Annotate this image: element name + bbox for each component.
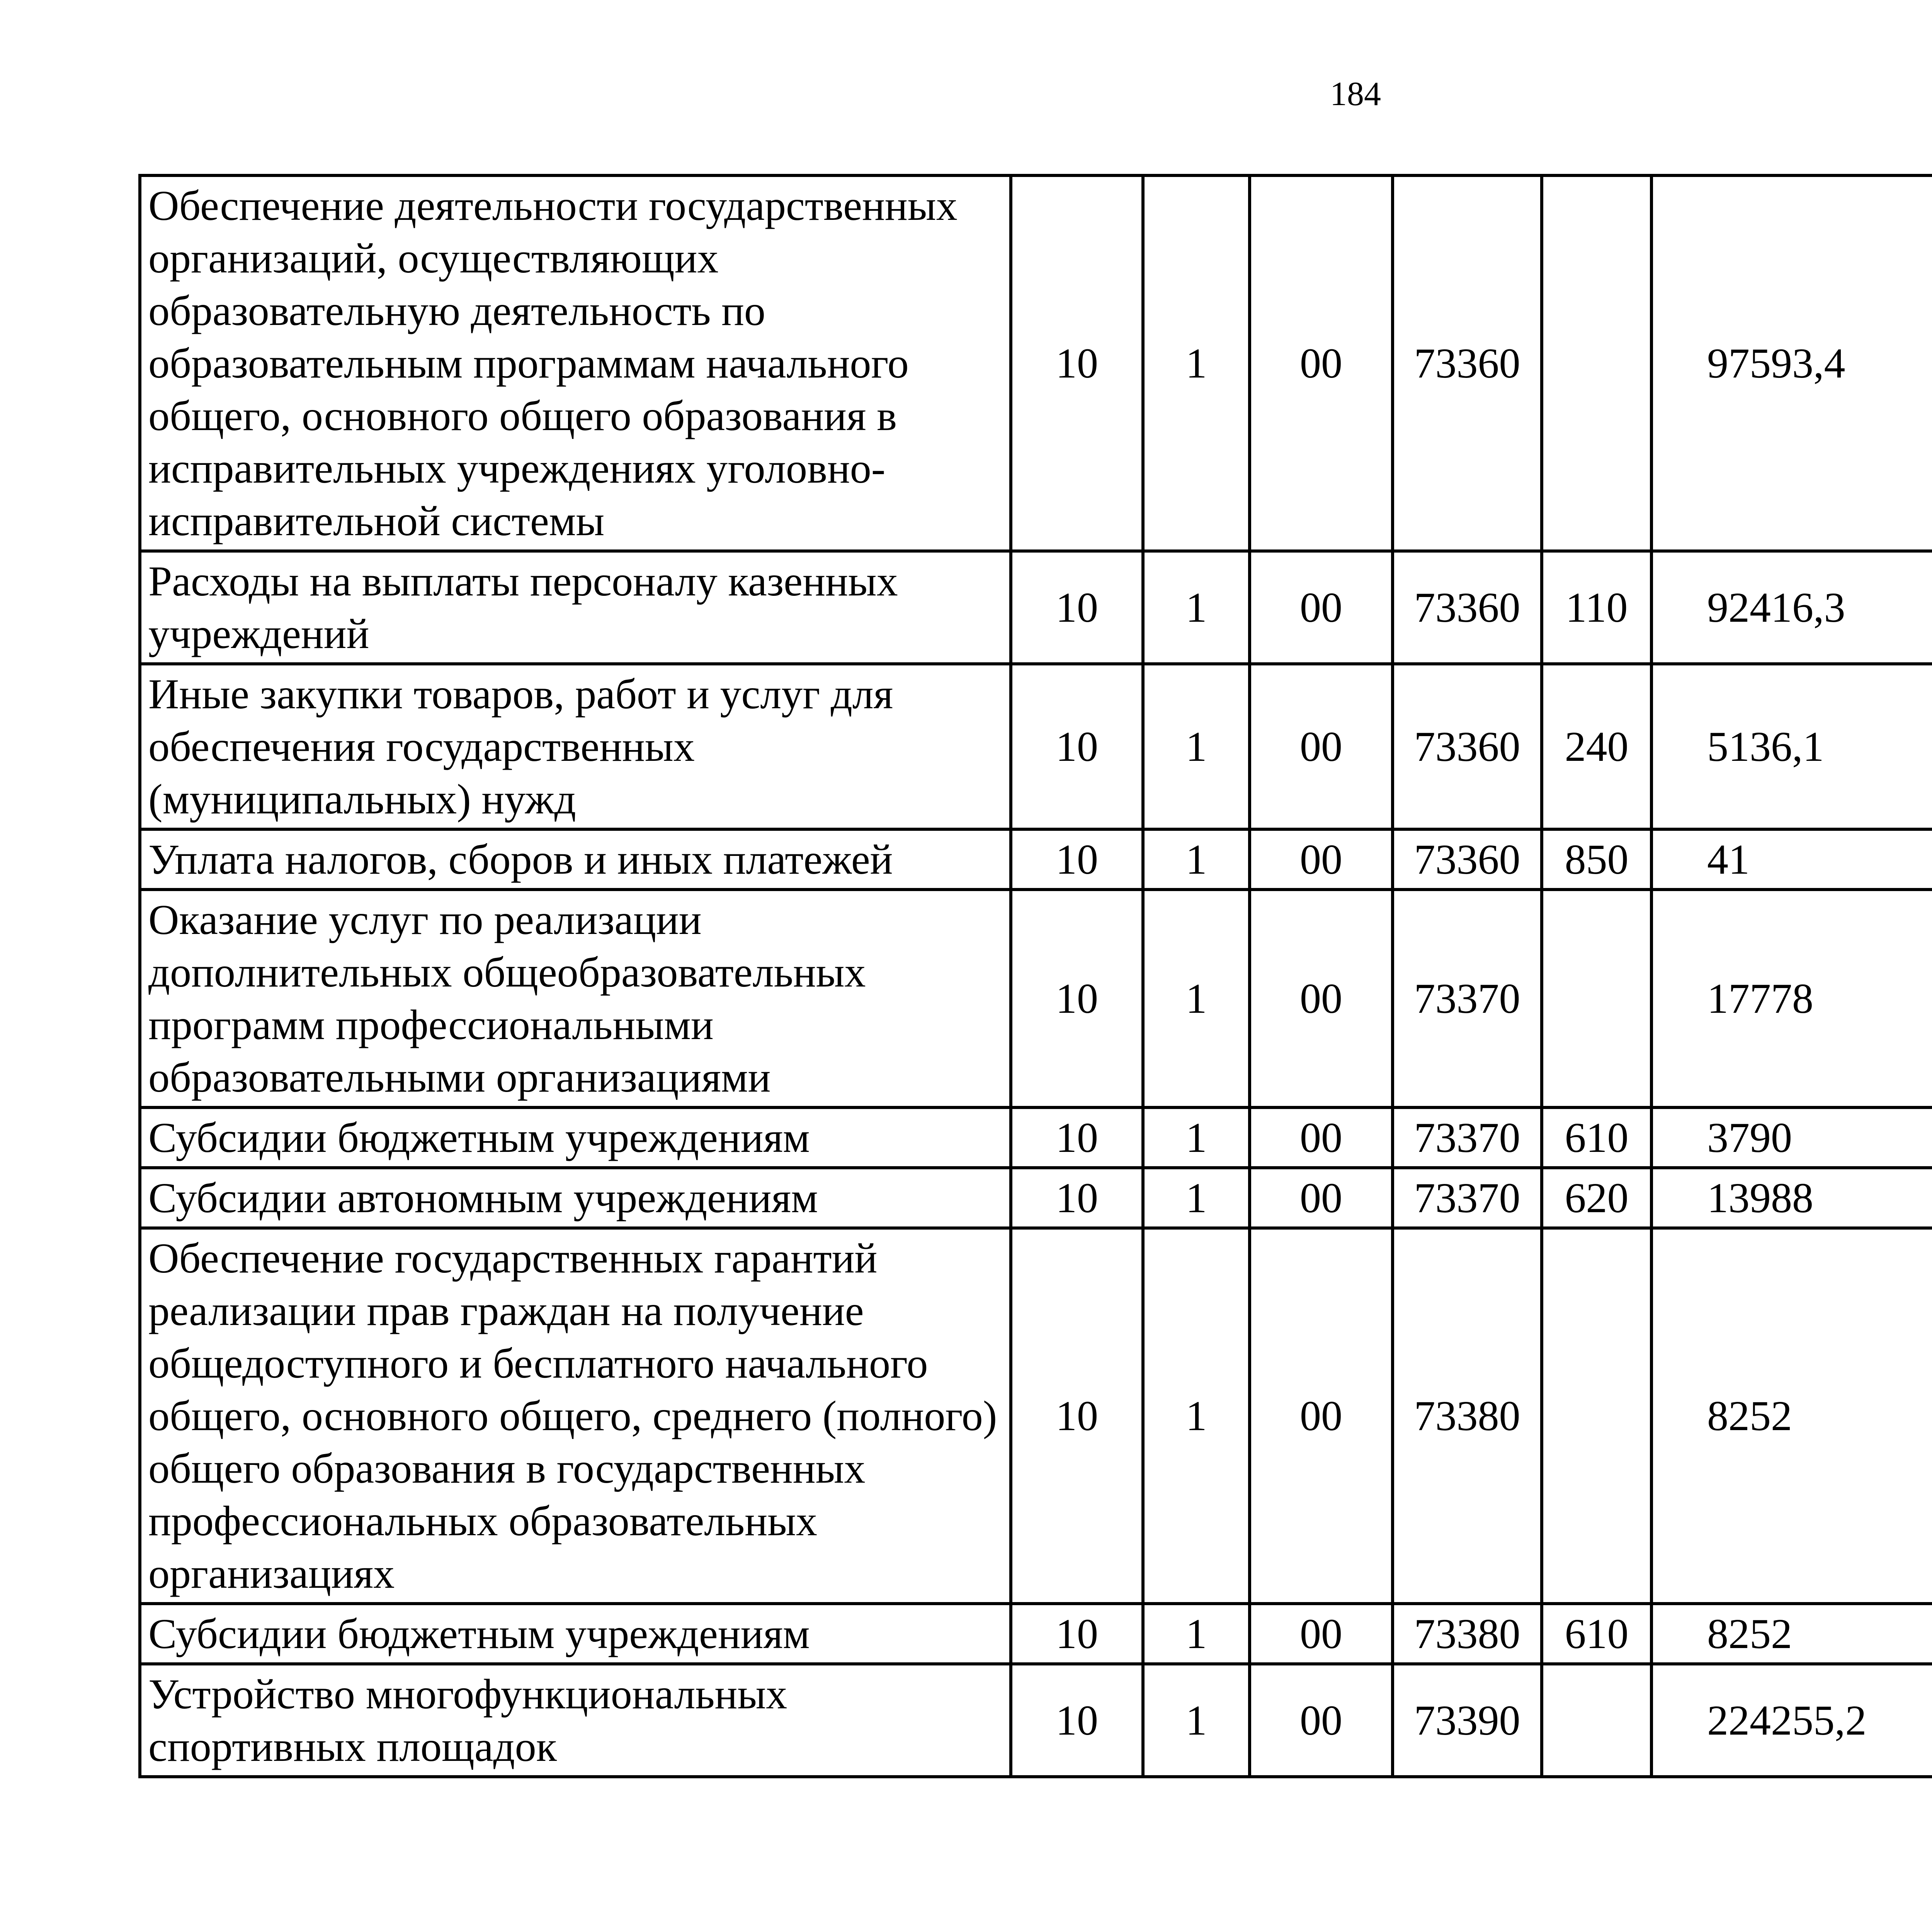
program-code-cell: 00 bbox=[1250, 1107, 1393, 1168]
row-name-cell: Субсидии автономным учреждениям bbox=[140, 1168, 1011, 1228]
target-code-cell: 73360 bbox=[1393, 551, 1542, 664]
program-code-cell: 00 bbox=[1250, 1228, 1393, 1604]
expense-type-cell: 240 bbox=[1542, 664, 1651, 829]
row-name-cell: Устройство многофункциональных спортивных площадок bbox=[140, 1664, 1011, 1777]
section-code-cell: 10 bbox=[1011, 1228, 1143, 1604]
expense-type-cell: 850 bbox=[1542, 829, 1651, 890]
expense-type-cell bbox=[1542, 175, 1651, 551]
program-code-cell: 00 bbox=[1250, 829, 1393, 890]
row-name-cell: Субсидии бюджетным учреждениям bbox=[140, 1604, 1011, 1664]
amount-year1-cell: 224255,2 bbox=[1651, 1664, 1932, 1777]
expense-type-cell: 620 bbox=[1542, 1168, 1651, 1228]
page-number: 184 bbox=[1330, 75, 1381, 113]
row-name-cell: Уплата налогов, сборов и иных платежей bbox=[140, 829, 1011, 890]
subsection-code-cell: 1 bbox=[1143, 551, 1250, 664]
table-row bbox=[140, 1228, 1932, 1604]
program-code-cell: 00 bbox=[1250, 551, 1393, 664]
expense-type-cell bbox=[1542, 1228, 1651, 1604]
amount-year1-cell: 13988 bbox=[1651, 1168, 1932, 1228]
expense-type-cell: 110 bbox=[1542, 551, 1651, 664]
subsection-code-cell: 1 bbox=[1143, 1228, 1250, 1604]
target-code-cell: 73370 bbox=[1393, 890, 1542, 1107]
program-code-cell: 00 bbox=[1250, 1168, 1393, 1228]
row-name-cell: Иные закупки товаров, работ и услуг для обеспечения государственных (муниципальных) нужд bbox=[140, 664, 1011, 829]
section-code-cell: 10 bbox=[1011, 1664, 1143, 1777]
amount-year1-cell: 97593,4 bbox=[1651, 175, 1932, 551]
amount-year1-cell: 17778 bbox=[1651, 890, 1932, 1107]
row-name-cell: Субсидии бюджетным учреждениям bbox=[140, 1107, 1011, 1168]
amount-year1-cell: 5136,1 bbox=[1651, 664, 1932, 829]
subsection-code-cell: 1 bbox=[1143, 1107, 1250, 1168]
target-code-cell: 73360 bbox=[1393, 829, 1542, 890]
table-row bbox=[140, 175, 1932, 551]
section-code-cell: 10 bbox=[1011, 175, 1143, 551]
program-code-cell: 00 bbox=[1250, 664, 1393, 829]
target-code-cell: 73360 bbox=[1393, 175, 1542, 551]
table-row bbox=[140, 890, 1932, 1107]
section-code-cell: 10 bbox=[1011, 1604, 1143, 1664]
table-row bbox=[140, 664, 1932, 829]
target-code-cell: 73370 bbox=[1393, 1107, 1542, 1168]
table-row bbox=[140, 551, 1932, 664]
amount-year1-cell: 8252 bbox=[1651, 1604, 1932, 1664]
program-code-cell: 00 bbox=[1250, 890, 1393, 1107]
target-code-cell: 73380 bbox=[1393, 1228, 1542, 1604]
section-code-cell: 10 bbox=[1011, 1107, 1143, 1168]
target-code-cell: 73390 bbox=[1393, 1664, 1542, 1777]
subsection-code-cell: 1 bbox=[1143, 1168, 1250, 1228]
program-code-cell: 00 bbox=[1250, 175, 1393, 551]
subsection-code-cell: 1 bbox=[1143, 890, 1250, 1107]
expense-type-cell: 610 bbox=[1542, 1107, 1651, 1168]
amount-year1-cell: 3790 bbox=[1651, 1107, 1932, 1168]
table-row bbox=[140, 829, 1932, 890]
target-code-cell: 73370 bbox=[1393, 1168, 1542, 1228]
subsection-code-cell: 1 bbox=[1143, 175, 1250, 551]
table-row bbox=[140, 1664, 1932, 1777]
subsection-code-cell: 1 bbox=[1143, 1664, 1250, 1777]
program-code-cell: 00 bbox=[1250, 1604, 1393, 1664]
subsection-code-cell: 1 bbox=[1143, 829, 1250, 890]
amount-year1-cell: 8252 bbox=[1651, 1228, 1932, 1604]
section-code-cell: 10 bbox=[1011, 664, 1143, 829]
section-code-cell: 10 bbox=[1011, 829, 1143, 890]
subsection-code-cell: 1 bbox=[1143, 1604, 1250, 1664]
expense-type-cell: 610 bbox=[1542, 1604, 1651, 1664]
row-name-cell: Оказание услуг по реализации дополнительных общеобразовательных программ профессиональными образовательными организациями bbox=[140, 890, 1011, 1107]
section-code-cell: 10 bbox=[1011, 890, 1143, 1107]
target-code-cell: 73360 bbox=[1393, 664, 1542, 829]
target-code-cell: 73380 bbox=[1393, 1604, 1542, 1664]
expense-type-cell bbox=[1542, 1664, 1651, 1777]
section-code-cell: 10 bbox=[1011, 551, 1143, 664]
budget-table bbox=[138, 174, 1932, 1778]
table-row bbox=[140, 1604, 1932, 1664]
table-row bbox=[140, 1168, 1932, 1228]
program-code-cell: 00 bbox=[1250, 1664, 1393, 1777]
table-row bbox=[140, 1107, 1932, 1168]
subsection-code-cell: 1 bbox=[1143, 664, 1250, 829]
expense-type-cell bbox=[1542, 890, 1651, 1107]
row-name-cell: Обеспечение государственных гарантий реализации прав граждан на получение общедоступного и бесплатного начального общего, основного общего, среднего (полного) общего образования в государственных профессиональных образовательных организациях bbox=[140, 1228, 1011, 1604]
amount-year1-cell: 92416,3 bbox=[1651, 551, 1932, 664]
amount-year1-cell: 41 bbox=[1651, 829, 1932, 890]
row-name-cell: Расходы на выплаты персоналу казенных учреждений bbox=[140, 551, 1011, 664]
section-code-cell: 10 bbox=[1011, 1168, 1143, 1228]
row-name-cell: Обеспечение деятельности государственных организаций, осуществляющих образовательную деятельность по образовательным программам начального общего, основного общего образования в исправительных учреждениях уголовно-исправительной системы bbox=[140, 175, 1011, 551]
